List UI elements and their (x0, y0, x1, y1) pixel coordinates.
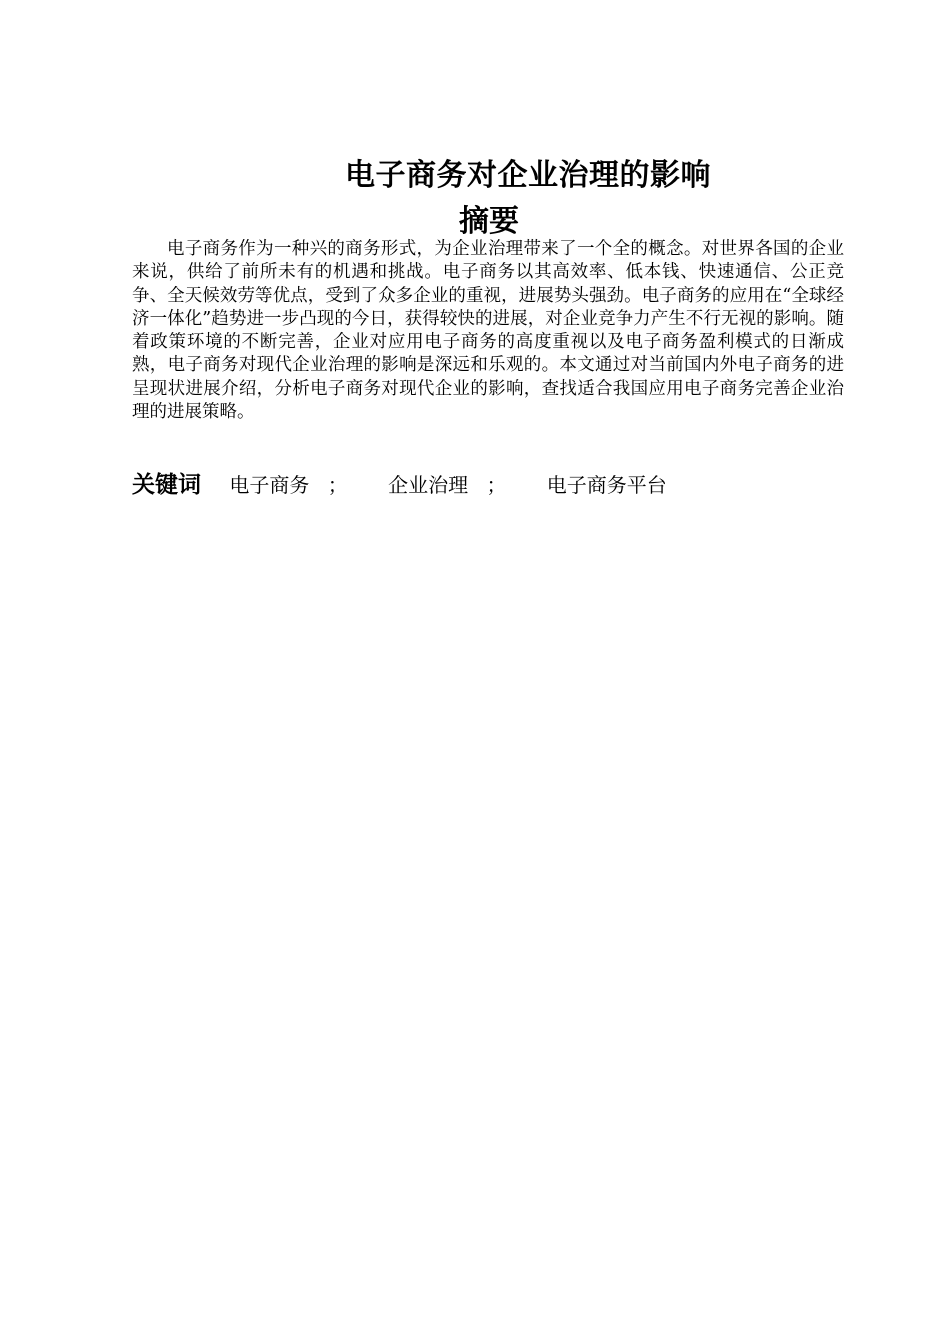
keyword-item: 电子商务 (229, 473, 310, 497)
keywords-label: 关键词 (132, 472, 201, 498)
abstract-paragraph: 电子商务作为一种兴的商务形式，为企业治理带来了一个全的概念。对世界各国的企业来说，供给了前所未有的机遇和挑战。电子商务以其高效率、低本钱、快速通信、公正竞争、全天候效劳等优点，受到了众多企业的重视，进展势头强劲。电子商务的应用在“全球经济一体化”趋势进一步凸现的今日，获得较快的进展，对企业竞争力产生不行无视的影响。随着政策环境的不断完善，企业对应用电子商务的高度重视以及电子商务盈利模式的日渐成熟，电子商务对现代企业治理的影响是深远和乐观的。本文通过对当前国内外电子商务的进呈现状进展介绍，分析电子商务对现代企业的影响，查找适合我国应用电子商务完善企业治理的进展策略。 (132, 239, 844, 423)
document-title: 电子商务对企业治理的影响 (345, 158, 711, 193)
keyword-separator: ； (486, 473, 507, 497)
keyword-item: 企业治理 (388, 473, 469, 497)
abstract-heading: 摘要 (459, 204, 519, 239)
keyword-separator: ； (327, 473, 348, 497)
keyword-item: 电子商务平台 (546, 473, 667, 497)
keywords-line (132, 468, 844, 502)
